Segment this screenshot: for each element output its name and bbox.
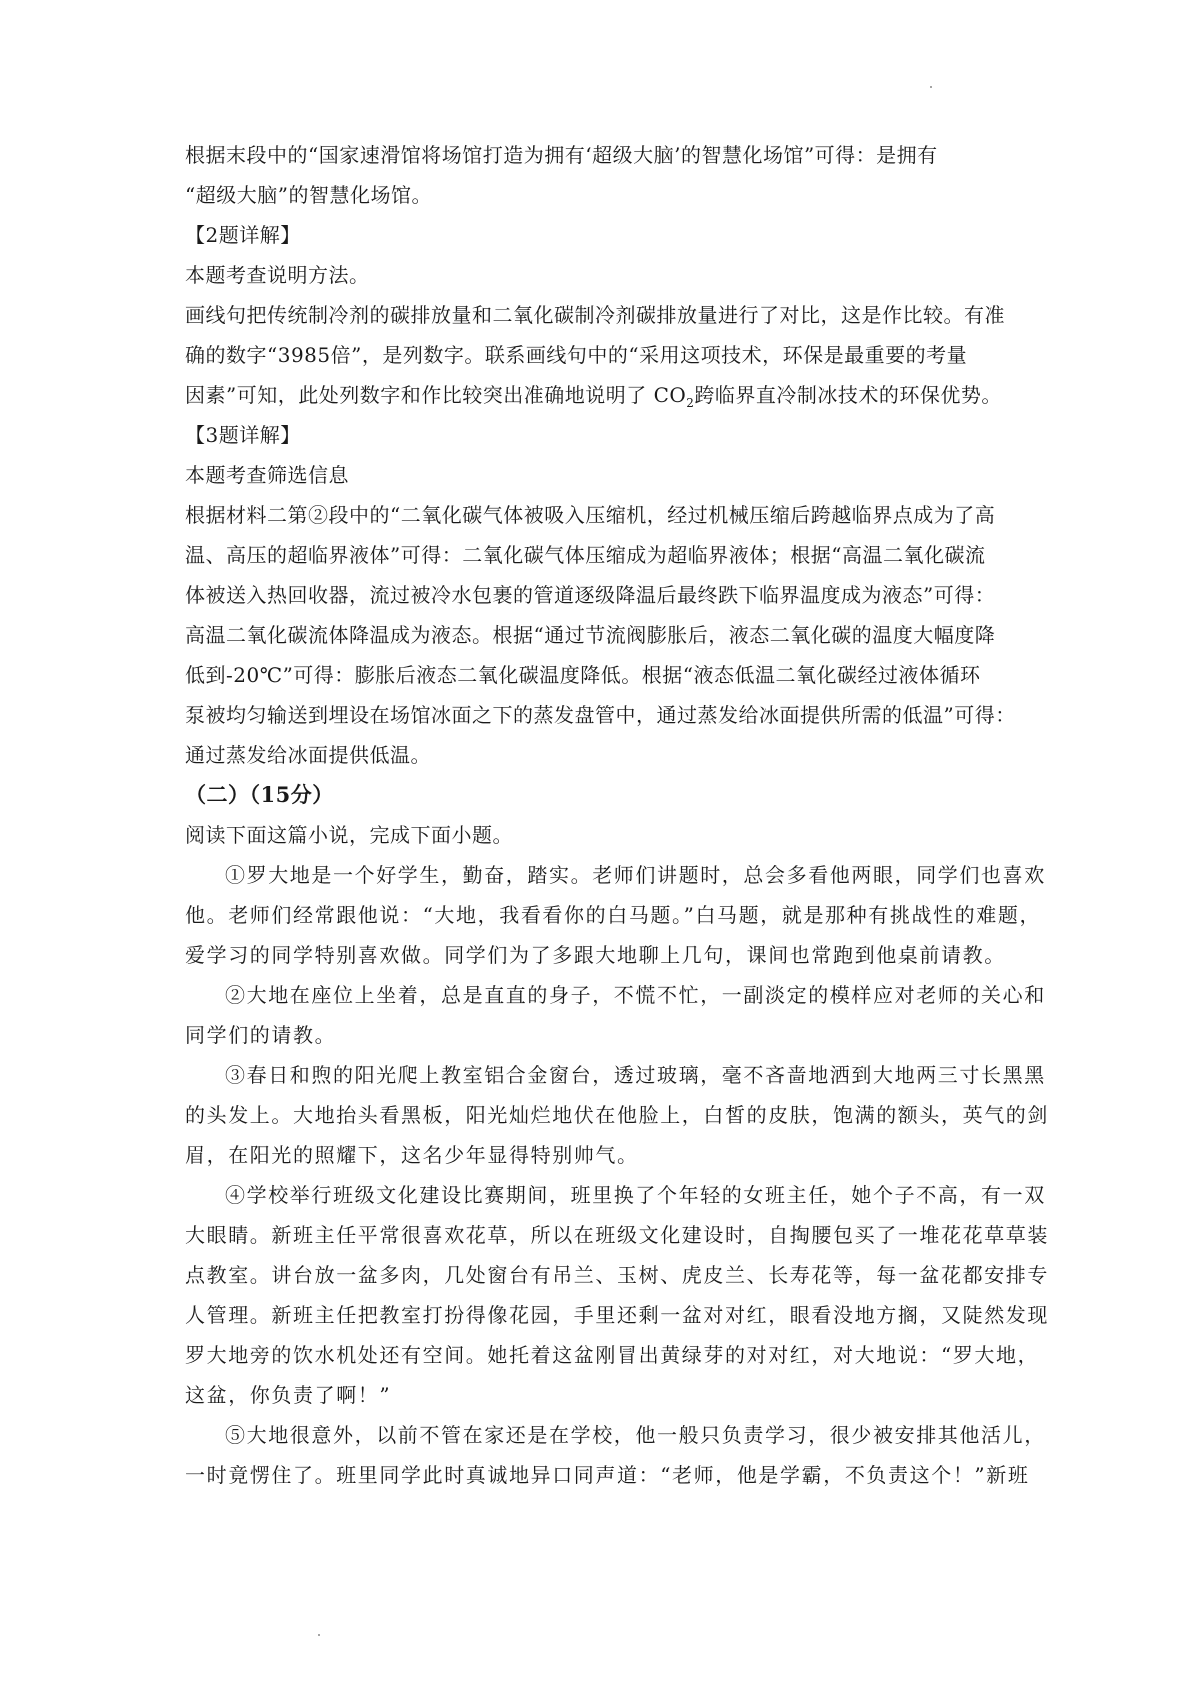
q3-answer-line: 低到-20℃”可得：膨胀后液态二氧化碳温度降低。根据“液态低温二氧化碳经过液体循环: [185, 663, 981, 687]
story-line: 大眼睛。新班主任平常很喜欢花草，所以在班级文化建设时，自掏腰包买了一堆花花草草装: [185, 1223, 1049, 1247]
story-line: ①罗大地是一个好学生，勤奋，踏实。老师们讲题时，总会多看他两眼，同学们也喜欢: [225, 863, 1046, 887]
q3-answer-line: 根据材料二第②段中的“二氧化碳气体被吸入压缩机，经过机械压缩后跨越临界点成为了高: [185, 503, 996, 527]
q3-heading: 【3题详解】: [185, 423, 301, 447]
q2-answer-line: 确的数字“3985倍”，是列数字。联系画线句中的“采用这项技术，环保是最重要的考量: [185, 343, 968, 367]
story-text: [185, 860, 1049, 1490]
story-line: 同学们的请教。: [185, 1023, 337, 1047]
story-paragraph-2: [185, 980, 1046, 1050]
q3-answer-line: 体被送入热回收器，流过被冷水包裹的管道逐级降温后最终跌下临界温度成为液态”可得：: [185, 583, 996, 607]
story-line: ⑤大地很意外，以前不管在家还是在学校，他一般只负责学习，很少被安排其他活儿，: [225, 1423, 1046, 1447]
story-line: 他。老师们经常跟他说：“大地，我看看你的白马题。”白马题，就是那种有挑战性的难题，: [185, 903, 1042, 927]
q3-answer-line: 温、高压的超临界液体”可得：二氧化碳气体压缩成为超临界液体；根据“高温二氧化碳流: [185, 543, 986, 567]
part-two-heading: （二）（15分）: [185, 782, 334, 807]
story-line: 罗大地旁的饮水机处还有空间。她托着这盆刚冒出黄绿芽的对对红，对大地说：“罗大地，: [185, 1343, 1040, 1367]
q3-answer-line: 泵被均匀输送到埋设在场馆冰面之下的蒸发盘管中，通过蒸发给冰面提供所需的低温”可得：: [185, 703, 1016, 727]
story-line: 一时竟愣住了。班里同学此时真诚地异口同声道：“老师，他是学霸，不负责这个！”新班: [185, 1463, 1030, 1487]
q3-answer-line: 高温二氧化碳流体降温成为液态。根据“通过节流阀膨胀后，液态二氧化碳的温度大幅度降: [185, 623, 996, 647]
q2-answer-line: [185, 380, 1025, 410]
q2-heading: 【2题详解】: [185, 223, 301, 247]
story-paragraph-4: [185, 1180, 1049, 1410]
co2-subscript: 2: [686, 396, 695, 410]
story-line: ②大地在座位上坐着，总是直直的身子，不慌不忙，一副淡定的模样应对老师的关心和: [225, 983, 1046, 1007]
story-line: 点教室。讲台放一盆多肉，几处窗台有吊兰、玉树、虎皮兰、长寿花等，每一盆花都安排专: [185, 1263, 1049, 1287]
q1-answer-line: 根据末段中的“国家速滑馆将场馆打造为拥有‘超级大脑’的智慧化场馆”可得：是拥有: [185, 143, 938, 167]
document-body: [185, 140, 1049, 1490]
story-line: 人管理。新班主任把教室打扮得像花园，手里还剩一盆对对红，眼看没地方搁，又陡然发现: [185, 1303, 1049, 1327]
story-line: 的头发上。大地抬头看黑板，阳光灿烂地伏在他脸上，白皙的皮肤，饱满的额头，英气的剑: [185, 1103, 1049, 1127]
story-line: 这盆，你负责了啊！”: [185, 1383, 392, 1407]
story-line: 爱学习的同学特别喜欢做。同学们为了多跟大地聊上几句，课间也常跑到他桌前请教。: [185, 943, 1006, 967]
story-paragraph-1: [185, 860, 1046, 970]
part-two-instruction: 阅读下面这篇小说，完成下面小题。: [185, 823, 513, 847]
story-line: 眉，在阳光的照耀下，这名少年显得特别帅气。: [185, 1143, 639, 1167]
q2-line3-text: 跨临界直冷制冰技术的环保优势。: [694, 383, 1002, 407]
q3-intro: 本题考查筛选信息: [185, 463, 349, 487]
answer-section: [185, 140, 1025, 770]
q2-answer-line: 画线句把传统制冷剂的碳排放量和二氧化碳制冷剂碳排放量进行了对比，这是作比较。有准: [185, 303, 1005, 327]
story-line: ④学校举行班级文化建设比赛期间，班里换了个年轻的女班主任，她个子不高，有一双: [225, 1183, 1046, 1207]
q2-intro: 本题考查说明方法。: [185, 263, 370, 287]
story-line: ③春日和煦的阳光爬上教室铝合金窗台，透过玻璃，毫不吝啬地洒到大地两三寸长黑黑: [225, 1063, 1046, 1087]
q2-line3-text: 因素”可知，此处列数字和作比较突出准确地说明了 CO: [185, 383, 687, 407]
story-paragraph-5: [185, 1420, 1046, 1490]
q1-answer-line: “超级大脑”的智慧化场馆。: [185, 183, 432, 207]
scan-speck: [930, 86, 932, 88]
story-paragraph-3: [185, 1060, 1049, 1170]
scan-speck: [318, 1634, 320, 1636]
q3-answer-line: 通过蒸发给冰面提供低温。: [185, 743, 431, 767]
